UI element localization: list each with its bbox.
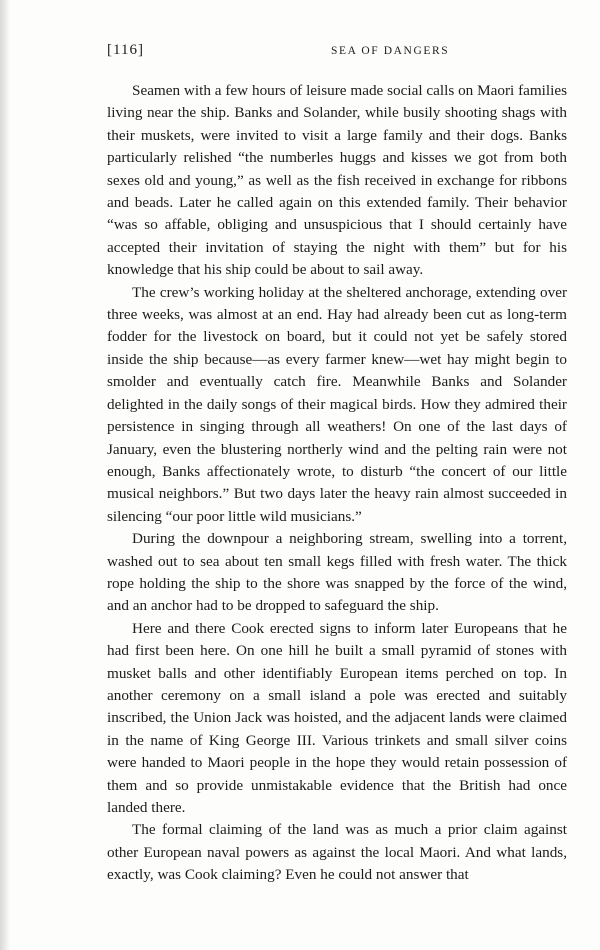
paragraph: During the downpour a neighboring stream, swelling into a torrent, washed out to sea about ten small kegs filled with fresh water. The thick rope holding the ship to the shore was snapped by the force of the wind, and an anchor had to be dropped to safeguard the ship. [107, 530, 567, 615]
body-text [107, 80, 567, 887]
page-gutter-shadow [0, 0, 10, 950]
paragraph: Here and there Cook erected signs to inform later Europeans that he had first been here. On one hill he built a small pyramid of stones with musket balls and other identifiably European items perched on top. In another ceremony on a small island a pole was erected and suitably inscribed, the Union Jack was hoisted, and the adjacent lands were claimed in the name of King George III. Various trinkets and small silver coins were handed to Maori people in the hope they would retain possession of them and so provide unmistakable evidence that the British had once landed there. [107, 619, 567, 816]
paragraph: The formal claiming of the land was as much a prior claim against other European naval powers as against the local Maori. And what lands, exactly, was Cook claiming? Even he could not answer that [107, 821, 567, 884]
paragraph: Seamen with a few hours of leisure made social calls on Maori families living near the ship. Banks and Solander, while busily shooting shags with their muskets, were invited to visit a large family and their dogs. Banks particularly relished “the numberles huggs and kisses we got from both sexes old and young,” as well as the fish received in exchange for ribbons and beads. Later he called again on this extended family. Their behavior “was so affable, obliging and unsuspicious that I should certainly have accepted their invitation of staying the night with them” but for his knowledge that his ship could be about to sail away. [107, 82, 567, 279]
page-number: [116] [107, 42, 144, 58]
book-title: SEA OF DANGERS [331, 45, 450, 57]
running-head [107, 42, 567, 62]
paragraph: The crew’s working holiday at the sheltered anchorage, extending over three weeks, was almost at an end. Hay had already been cut as long-term fodder for the livestock on board, but it could not yet be safely stored inside the ship because—as every farmer knew—wet hay might begin to smolder and eventually catch fire. Meanwhile Banks and Solander delighted in the daily songs of their magical birds. How they admired their persistence in singing through all weathers! On one of the last days of January, even the blustering northerly wind and the pelting rain were not enough, Banks affectionately wrote, to disturb “the concert of our little musical neighbors.” But two days later the heavy rain almost succeeded in silencing “our poor little wild musicians.” [107, 283, 567, 525]
